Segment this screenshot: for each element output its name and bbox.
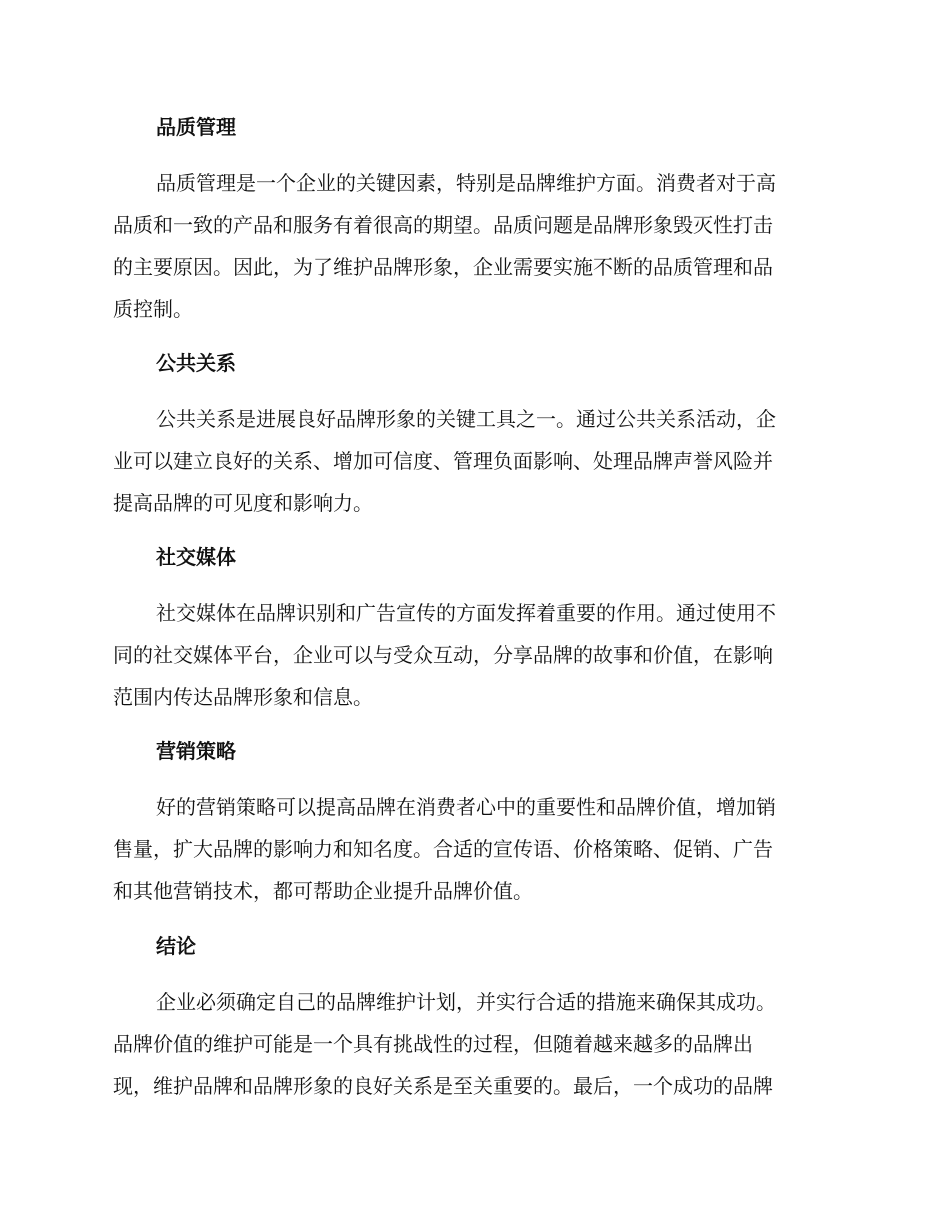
paragraph-line: 品牌价值的维护可能是一个具有挑战性的过程，但随着越来越多的品牌出 <box>113 1032 753 1056</box>
paragraph-line: 业可以建立良好的关系、增加可信度、管理负面影响、处理品牌声誉风险并 <box>113 449 773 473</box>
paragraph-line: 质控制。 <box>113 297 193 321</box>
section-heading-quality-management: 品质管理 <box>156 115 236 139</box>
paragraph-line: 范围内传达品牌形象和信息。 <box>113 685 373 709</box>
paragraph-line: 企业必须确定自己的品牌维护计划，并实行合适的措施来确保其成功。 <box>156 990 776 1014</box>
section-heading-conclusion: 结论 <box>156 934 196 958</box>
section-heading-social-media: 社交媒体 <box>156 545 236 569</box>
paragraph-line: 的主要原因。因此，为了维护品牌形象，企业需要实施不断的品质管理和品 <box>113 255 773 279</box>
section-heading-marketing-strategy: 营销策略 <box>156 739 236 763</box>
section-body-social-media <box>113 592 835 718</box>
paragraph-line: 好的营销策略可以提高品牌在消费者心中的重要性和品牌价值，增加销 <box>156 795 776 819</box>
section-body-quality-management <box>113 162 835 330</box>
section-heading-public-relations: 公共关系 <box>156 351 236 375</box>
paragraph-line: 公共关系是进展良好品牌形象的关键工具之一。通过公共关系活动，企 <box>156 407 776 431</box>
paragraph-line: 售量，扩大品牌的影响力和知名度。合适的宣传语、价格策略、促销、广告 <box>113 837 773 861</box>
paragraph-line: 社交媒体在品牌识别和广告宣传的方面发挥着重要的作用。通过使用不 <box>156 601 776 625</box>
paragraph-line: 现，维护品牌和品牌形象的良好关系是至关重要的。最后，一个成功的品牌 <box>113 1074 773 1098</box>
paragraph-line: 品质和一致的产品和服务有着很高的期望。品质问题是品牌形象毁灭性打击 <box>113 213 773 237</box>
paragraph-line: 和其他营销技术，都可帮助企业提升品牌价值。 <box>113 879 533 903</box>
section-body-conclusion <box>113 981 835 1107</box>
paragraph-line: 提高品牌的可见度和影响力。 <box>113 491 373 515</box>
section-body-public-relations <box>113 398 835 524</box>
paragraph-line: 同的社交媒体平台，企业可以与受众互动，分享品牌的故事和价值，在影响 <box>113 643 773 667</box>
paragraph-line: 品质管理是一个企业的关键因素，特别是品牌维护方面。消费者对于高 <box>156 171 776 195</box>
section-body-marketing-strategy <box>113 786 835 912</box>
